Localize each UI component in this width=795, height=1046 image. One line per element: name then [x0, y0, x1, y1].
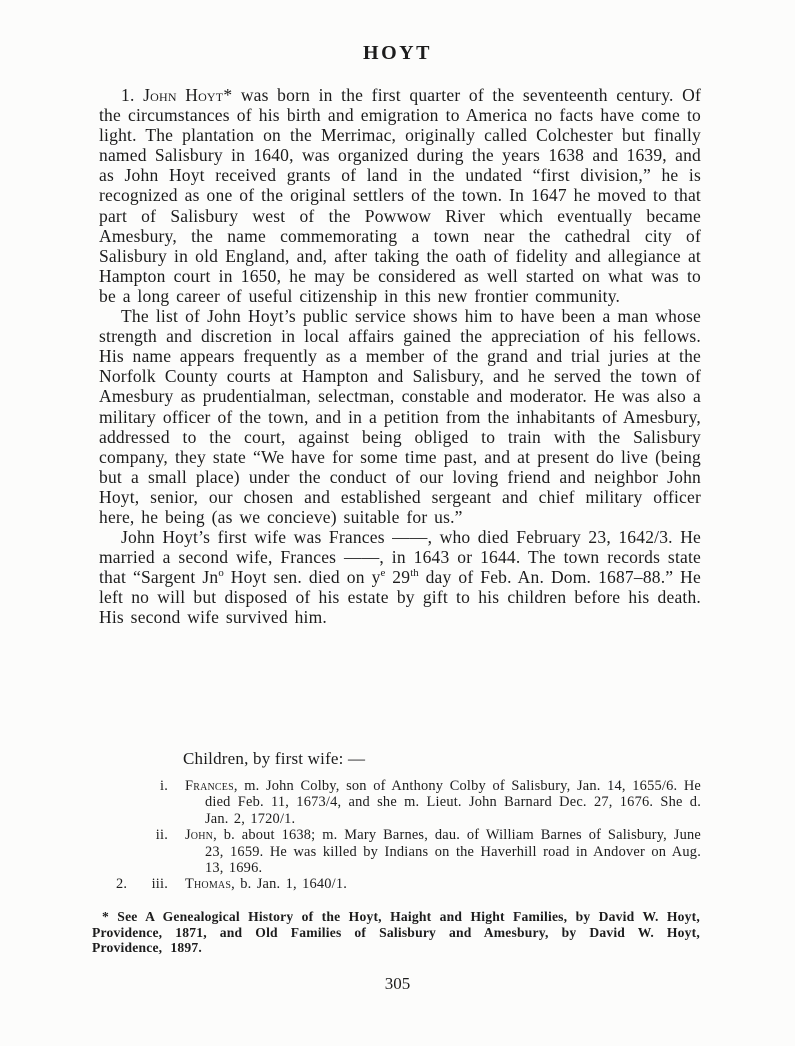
child-entry-frances — [100, 778, 701, 827]
child-roman-numeral: iii. — [151, 876, 168, 893]
children-heading: Children, by first wife: — — [183, 749, 366, 768]
paragraph-public-service: The list of John Hoyt’s public service shows him to have been a man whose strength and discretion in local affairs gained the appreciation of his fellows. His name appears frequently as a member of the grand and trial juries at the Norfolk County courts at Hampton and Salisbury, and he served the town of Amesbury as prudentialman, selectman, constable and moderator. He was also a military officer of the town, and in a petition from the inhabitants of Amesbury, addressed to the court, against being obliged to train with the Salisbury company, they state “We have for some time past, and at present do live (being but a small place) under the conduct of our loving friend and neighbor John Hoyt, senior, our chosen and established sergeant and chief military officer here, he being (as we concieve) suitable for us.” — [99, 306, 701, 527]
child-entry-text: John, b. about 1638; m. Mary Barnes, dau. of William Barnes of Salisbury, June 23, 1659. He was killed by Indians on the Haverhill road in Andover on Aug. 13, 1696. — [185, 827, 701, 877]
children-list — [100, 778, 701, 893]
child-entry-john — [100, 827, 701, 876]
paragraph-wives-death: John Hoyt’s first wife was Frances ——, who died February 23, 1642/3. He married a second wife, Frances ——, in 1643 or 1644. The town records state that “Sargent Jn$^o$ Hoyt sen. died on $y^e$ 29th day of Feb. An. Dom. 1687–88.” He left no will but disposed of his estate by gift to his children before his death. His second wife survived him. — [99, 527, 701, 628]
child-roman-numeral: i. — [160, 778, 168, 794]
paragraph-biography: 1. John Hoyt* was born in the first quarter of the seventeenth century. Of the circumstances of his birth and emigration to America no facts have come to light. The plantation on the Merrimac, originally called Colchester but finally named Salisbury in 1640, was organized during the years 1638 and 1639, and as John Hoyt received grants of land in the undated “first division,” he is recognized as one of the original settlers of the town. In 1647 he moved to that part of Salisbury west of the Powwow River which eventually became Amesbury, the name commemorating a town near the cathedral city of Salisbury in old England, and, after taking the oath of fidelity and allegiance at Hampton court in 1650, he may be considered as well started on what was to be a long career of useful citizenship in this new frontier community. — [99, 85, 701, 306]
footnote: * See A Genealogical History of the Hoyt, Haight and Hight Families, by David W. Hoyt, Providence, 1871, and Old Families of Salisbury and Amesbury, by David W. Hoyt, Providence, 1897. — [92, 909, 700, 956]
child-entry-text: Frances, m. John Colby, son of Anthony Colby of Salisbury, Jan. 14, 1655/6. He died Feb. 11, 1673/4, and she m. Lieut. John Barnard Dec. 27, 1676. She d. Jan. 2, 1720/1. — [185, 778, 701, 827]
page-number: 305 — [384, 974, 411, 993]
child-roman-numeral: ii. — [155, 827, 168, 844]
child-family-number: 2. — [116, 876, 128, 893]
page-heading: HOYT — [363, 42, 432, 64]
body-text — [99, 85, 701, 745]
child-entry-text: Thomas, b. Jan. 1, 1640/1. — [185, 876, 348, 893]
child-entry-thomas — [100, 876, 701, 892]
